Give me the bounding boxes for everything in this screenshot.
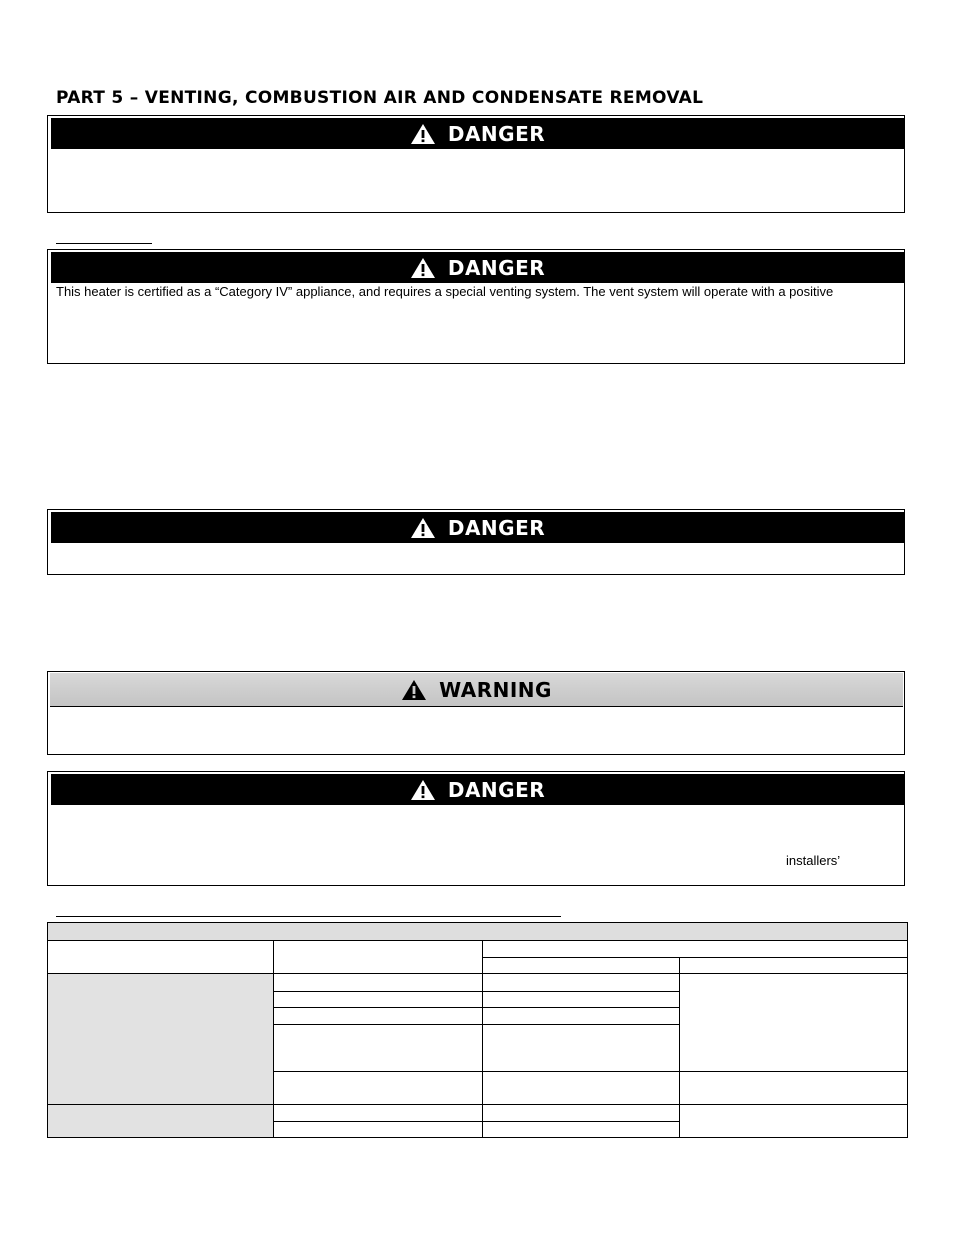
danger-header <box>51 774 904 805</box>
vent-spec-table <box>47 922 908 1138</box>
table-header-cell <box>274 941 483 974</box>
danger-label: DANGER <box>447 255 546 280</box>
danger-label: DANGER <box>447 777 546 802</box>
table-cell <box>680 1105 908 1138</box>
danger-box-3 <box>47 509 905 575</box>
table-cell <box>274 1072 483 1105</box>
table-subheader-cell <box>680 958 908 974</box>
danger-header <box>51 118 904 149</box>
table-heading-underline <box>56 916 561 917</box>
warning-triangle-icon <box>410 517 436 539</box>
table-cell <box>274 992 483 1008</box>
danger-header <box>51 252 904 283</box>
warning-header <box>50 673 903 707</box>
table-header-cell <box>48 941 274 974</box>
danger-header <box>51 512 904 543</box>
table-cell <box>680 1072 908 1105</box>
table-header-cell <box>483 941 908 958</box>
table-group-cell <box>48 1105 274 1138</box>
warning-triangle-icon <box>410 779 436 801</box>
table-cell <box>274 1008 483 1025</box>
table-cell <box>274 1105 483 1122</box>
table-group-cell <box>48 974 274 1105</box>
section-heading-underline <box>56 243 152 244</box>
warning-triangle-icon <box>410 123 436 145</box>
table-title-row <box>48 923 908 941</box>
table-cell <box>483 992 680 1008</box>
table-cell <box>274 974 483 992</box>
danger-box-1 <box>47 115 905 213</box>
table-cell <box>483 1072 680 1105</box>
table-cell <box>483 1008 680 1025</box>
danger-box-2 <box>47 249 905 364</box>
warning-box <box>47 671 905 755</box>
table-cell <box>483 1025 680 1072</box>
warning-label: WARNING <box>439 677 552 702</box>
table-cell <box>483 1105 680 1122</box>
table-cell <box>680 974 908 1072</box>
warning-triangle-icon <box>401 679 427 701</box>
table-cell <box>274 1025 483 1072</box>
installers-text: installers’ <box>786 853 841 868</box>
warning-triangle-icon <box>410 257 436 279</box>
danger-box-4 <box>47 771 905 886</box>
table-subheader-cell <box>483 958 680 974</box>
table-cell <box>274 1122 483 1138</box>
part-title: PART 5 – VENTING, COMBUSTION AIR AND CONDENSATE REMOVAL <box>56 88 704 108</box>
danger-label: DANGER <box>447 121 546 146</box>
category-iv-text: This heater is certified as a “Category IV” appliance, and requires a special venting system. The vent system will operate with a positive <box>56 284 834 299</box>
danger-label: DANGER <box>447 515 546 540</box>
table-cell <box>483 974 680 992</box>
table-cell <box>483 1122 680 1138</box>
